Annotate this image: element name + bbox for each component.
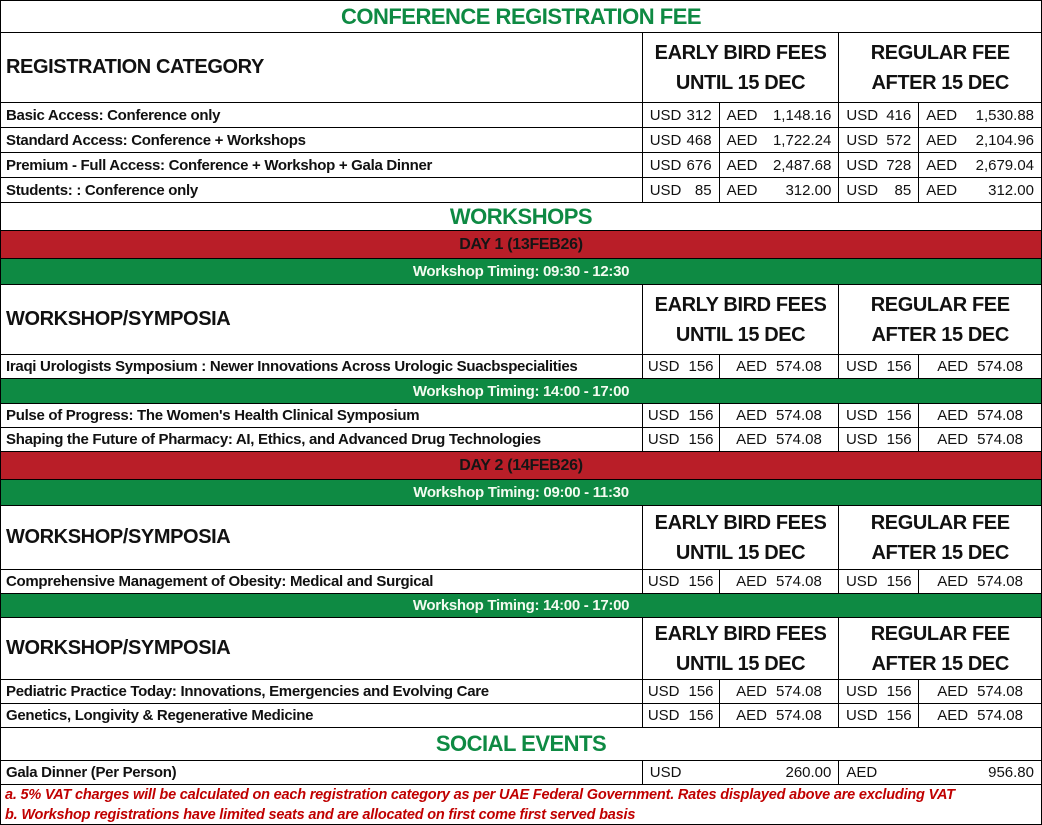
day2-timing2-row [1, 594, 1041, 618]
workshop-row [1, 680, 1041, 704]
regular-fee-line2: AFTER 15 DEC [871, 323, 1009, 346]
currency-label: USD [845, 431, 878, 448]
amount: 574.08 [977, 573, 1023, 590]
workshop-symposia-header: WORKSHOP/SYMPOSIA [1, 285, 643, 354]
early-bird-header [643, 285, 840, 354]
regular-aed-cell [919, 355, 1041, 378]
currency-label: AED [736, 707, 767, 724]
workshop-header-row [1, 618, 1041, 680]
amount: 574.08 [775, 683, 822, 700]
footnote-b: b. Workshop registrations have limited seats and are allocated on first come first served basis [5, 806, 636, 823]
workshop-title-cell: Pulse of Progress: The Women's Health Clinical Symposium [1, 404, 643, 427]
registration-row [1, 153, 1041, 178]
workshop-title-cell: Comprehensive Management of Obesity: Medical and Surgical [1, 570, 643, 593]
amount: 156 [886, 358, 912, 375]
category-cell: Premium - Full Access: Conference + Workshop + Gala Dinner [1, 153, 643, 177]
currency-label: AED [736, 683, 767, 700]
workshops-title-row [1, 203, 1041, 231]
workshop-symposia-header: WORKSHOP/SYMPOSIA [1, 506, 643, 569]
currency-label: USD [649, 131, 682, 149]
amount: 156 [688, 683, 714, 700]
amount: 574.08 [775, 358, 822, 375]
currency-label: AED [846, 764, 878, 781]
regular-fee-line2: AFTER 15 DEC [871, 652, 1009, 675]
regular-usd-cell [839, 355, 919, 378]
early-usd-cell [643, 103, 720, 127]
early-usd-cell [643, 178, 720, 202]
regular-aed-cell [919, 404, 1041, 427]
day2-banner-row [1, 452, 1041, 480]
amount: 156 [688, 707, 714, 724]
currency-label: AED [926, 106, 958, 124]
amount: 156 [688, 358, 714, 375]
amount: 312.00 [785, 181, 832, 199]
footnote-a: a. 5% VAT charges will be calculated on each registration category as per UAE Federal Government. Rates displayed above are excluding VAT [5, 787, 955, 803]
amount: 156 [688, 431, 714, 448]
early-aed-cell [720, 153, 840, 177]
currency-label: USD [649, 156, 682, 174]
workshop-title-cell: Iraqi Urologists Symposium : Newer Innovations Across Urologic Suacbspecialities [1, 355, 643, 378]
regular-usd-cell [839, 103, 919, 127]
early-bird-line1: EARLY BIRD FEES [654, 622, 827, 645]
regular-aed-cell [919, 570, 1041, 593]
amount: 574.08 [977, 358, 1023, 375]
day1-banner: DAY 1 (13FEB26) [1, 231, 1041, 258]
currency-label: USD [845, 358, 878, 375]
workshop-title-cell: Shaping the Future of Pharmacy: AI, Ethics, and Advanced Drug Technologies [1, 428, 643, 451]
amount: 85 [694, 181, 712, 199]
early-bird-header [643, 506, 840, 569]
currency-label: AED [736, 358, 767, 375]
day1-timing1-banner: Workshop Timing: 09:30 - 12:30 [1, 259, 1041, 284]
early-bird-line1: EARLY BIRD FEES [654, 41, 827, 64]
category-cell: Standard Access: Conference + Workshops [1, 128, 643, 152]
early-usd-cell [643, 680, 720, 703]
early-aed-cell [720, 680, 840, 703]
currency-label: AED [736, 431, 767, 448]
workshop-title-cell: Genetics, Longivity & Regenerative Medicine [1, 704, 643, 727]
regular-fee-line1: REGULAR FEE [870, 622, 1010, 645]
early-aed-cell [720, 704, 840, 727]
footnote-a-row [1, 785, 1041, 805]
amount: 574.08 [977, 407, 1023, 424]
currency-label: AED [926, 131, 958, 149]
amount: 156 [886, 407, 912, 424]
amount: 574.08 [977, 683, 1023, 700]
page-title: CONFERENCE REGISTRATION FEE [340, 3, 702, 29]
amount: 416 [886, 106, 912, 124]
amount: 85 [894, 181, 912, 199]
regular-usd-cell [839, 428, 919, 451]
currency-label: AED [937, 683, 969, 700]
workshops-title: WORKSHOPS [449, 203, 593, 229]
regular-aed-cell [919, 178, 1041, 202]
currency-label: USD [647, 683, 680, 700]
early-aed-cell [720, 128, 840, 152]
regular-aed-cell [919, 704, 1041, 727]
regular-fee-header [839, 506, 1041, 569]
workshop-header-row [1, 285, 1041, 355]
early-aed-cell [720, 428, 840, 451]
amount: 574.08 [775, 573, 822, 590]
currency-label: USD [649, 181, 682, 199]
regular-fee-line1: REGULAR FEE [870, 41, 1010, 64]
regular-aed-cell [919, 128, 1041, 152]
amount: 156 [886, 683, 912, 700]
workshop-row [1, 404, 1041, 428]
regular-usd-cell [839, 404, 919, 427]
regular-fee-line1: REGULAR FEE [870, 511, 1010, 534]
early-aed-cell [720, 355, 840, 378]
regular-aed-cell [919, 153, 1041, 177]
currency-label: USD [647, 431, 680, 448]
currency-label: USD [846, 181, 879, 199]
amount: 2,104.96 [975, 131, 1034, 149]
early-usd-cell [643, 153, 720, 177]
currency-label: AED [937, 573, 969, 590]
currency-label: AED [736, 573, 767, 590]
amount: 156 [886, 573, 912, 590]
amount: 956.80 [988, 764, 1034, 781]
registration-category-header: REGISTRATION CATEGORY [1, 33, 643, 102]
currency-label: AED [926, 181, 958, 199]
currency-label: USD [846, 156, 879, 174]
amount: 312.00 [988, 181, 1034, 199]
day1-timing1-row [1, 259, 1041, 285]
workshop-row [1, 428, 1041, 452]
currency-label: AED [736, 407, 767, 424]
amount: 2,679.04 [975, 156, 1034, 174]
regular-fee-line1: REGULAR FEE [870, 293, 1010, 316]
registration-row [1, 128, 1041, 153]
currency-label: USD [845, 573, 878, 590]
day2-timing1-banner: Workshop Timing: 09:00 - 11:30 [1, 480, 1041, 505]
regular-aed-cell [919, 680, 1041, 703]
day1-banner-row [1, 231, 1041, 259]
amount: 574.08 [775, 407, 822, 424]
workshop-row [1, 704, 1041, 728]
currency-label: AED [726, 181, 758, 199]
currency-label: AED [937, 407, 969, 424]
amount: 156 [688, 573, 714, 590]
early-usd-cell [643, 570, 720, 593]
currency-label: USD [845, 407, 878, 424]
early-bird-header [643, 33, 840, 102]
regular-usd-cell [839, 680, 919, 703]
early-bird-line2: UNTIL 15 DEC [675, 541, 806, 564]
day1-timing2-banner: Workshop Timing: 14:00 - 17:00 [1, 379, 1041, 403]
currency-label: USD [846, 131, 879, 149]
registration-row [1, 103, 1041, 128]
amount: 1,722.24 [772, 131, 832, 149]
amount: 260.00 [785, 764, 832, 781]
amount: 574.08 [775, 431, 822, 448]
workshop-row [1, 355, 1041, 379]
currency-label: AED [937, 431, 969, 448]
regular-usd-cell [839, 704, 919, 727]
currency-label: AED [937, 707, 969, 724]
currency-label: AED [726, 156, 758, 174]
amount: 676 [686, 156, 712, 174]
regular-fee-header [839, 618, 1041, 679]
page-title-row [1, 1, 1041, 33]
amount: 156 [886, 431, 912, 448]
amount: 2,487.68 [772, 156, 832, 174]
amount: 574.08 [775, 707, 822, 724]
early-usd-cell [643, 404, 720, 427]
regular-usd-cell [839, 153, 919, 177]
regular-aed-cell [919, 103, 1041, 127]
early-bird-line1: EARLY BIRD FEES [654, 293, 827, 316]
regular-usd-cell [839, 570, 919, 593]
currency-label: AED [937, 358, 969, 375]
amount: 468 [686, 131, 712, 149]
currency-label: USD [845, 683, 878, 700]
day1-timing2-row [1, 379, 1041, 404]
amount: 572 [886, 131, 912, 149]
usd-cell [643, 761, 840, 784]
registration-header-row [1, 33, 1041, 103]
amount: 312 [686, 106, 712, 124]
currency-label: USD [846, 106, 879, 124]
regular-fee-header [839, 285, 1041, 354]
currency-label: USD [647, 707, 680, 724]
currency-label: USD [845, 707, 878, 724]
footnote-b-row [1, 805, 1041, 824]
day2-timing2-banner: Workshop Timing: 14:00 - 17:00 [1, 594, 1041, 617]
amount: 574.08 [977, 431, 1023, 448]
regular-usd-cell [839, 178, 919, 202]
currency-label: USD [649, 764, 682, 781]
category-cell: Basic Access: Conference only [1, 103, 643, 127]
regular-fee-header [839, 33, 1041, 102]
early-aed-cell [720, 103, 840, 127]
regular-fee-line2: AFTER 15 DEC [871, 541, 1009, 564]
workshop-title-cell: Pediatric Practice Today: Innovations, Emergencies and Evolving Care [1, 680, 643, 703]
early-usd-cell [643, 128, 720, 152]
currency-label: USD [649, 106, 682, 124]
amount: 156 [886, 707, 912, 724]
early-bird-line2: UNTIL 15 DEC [675, 71, 806, 94]
social-events-title: SOCIAL EVENTS [435, 731, 607, 756]
early-bird-line2: UNTIL 15 DEC [675, 323, 806, 346]
early-usd-cell [643, 428, 720, 451]
amount: 1,148.16 [772, 106, 832, 124]
regular-fee-line2: AFTER 15 DEC [871, 71, 1009, 94]
workshop-row [1, 570, 1041, 594]
early-aed-cell [720, 178, 840, 202]
currency-label: USD [647, 407, 680, 424]
regular-usd-cell [839, 128, 919, 152]
currency-label: USD [647, 358, 680, 375]
currency-label: AED [726, 106, 758, 124]
workshop-header-row [1, 506, 1041, 570]
workshop-symposia-header: WORKSHOP/SYMPOSIA [1, 618, 643, 679]
social-events-title-row [1, 728, 1041, 761]
category-cell: Students: : Conference only [1, 178, 643, 202]
day2-banner: DAY 2 (14FEB26) [1, 452, 1041, 479]
early-bird-line1: EARLY BIRD FEES [654, 511, 827, 534]
early-aed-cell [720, 570, 840, 593]
amount: 574.08 [977, 707, 1023, 724]
social-event-row [1, 761, 1041, 785]
early-usd-cell [643, 704, 720, 727]
registration-row [1, 178, 1041, 203]
early-bird-line2: UNTIL 15 DEC [675, 652, 806, 675]
regular-aed-cell [919, 428, 1041, 451]
social-event-name-cell: Gala Dinner (Per Person) [1, 761, 643, 784]
day2-timing1-row [1, 480, 1041, 506]
amount: 1,530.88 [975, 106, 1034, 124]
currency-label: USD [647, 573, 680, 590]
early-bird-header [643, 618, 840, 679]
amount: 728 [886, 156, 912, 174]
currency-label: AED [926, 156, 958, 174]
currency-label: AED [726, 131, 758, 149]
amount: 156 [688, 407, 714, 424]
early-usd-cell [643, 355, 720, 378]
aed-cell [839, 761, 1041, 784]
early-aed-cell [720, 404, 840, 427]
